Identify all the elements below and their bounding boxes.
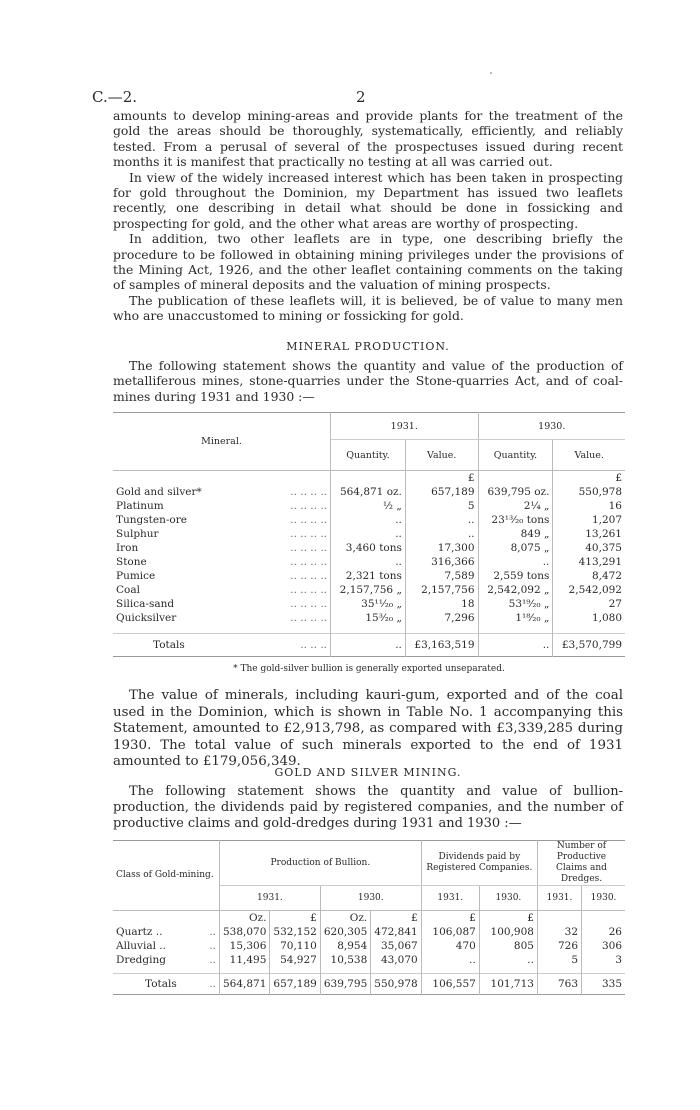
quantity-1931: 35¹¹⁄₂₀ „	[331, 597, 406, 611]
quantity-1930: 8,075 „	[478, 541, 553, 555]
value-1930: 2,542,092	[568, 584, 622, 596]
mining-class	[113, 925, 220, 939]
quantity-1930: 2,542,092 „	[478, 583, 553, 597]
table-row	[113, 513, 625, 527]
col-1931-claims: 1931.	[537, 886, 581, 911]
dot-leader: .. .. .. ..	[290, 570, 327, 582]
col-value-1930: Value.	[574, 449, 604, 461]
quantity-1930: 639,795 oz.	[478, 485, 553, 499]
claims-1930: 3	[615, 954, 622, 966]
gold-mining-table	[113, 840, 625, 995]
dot-leader: .. .. .. ..	[290, 500, 327, 512]
total-oz-1931: 564,871	[220, 974, 270, 995]
total-value-1931: 657,189	[270, 974, 320, 995]
total-dividends-1931: 106,557	[421, 974, 479, 995]
value-1930: 8,472	[591, 570, 622, 582]
mining-class	[113, 939, 220, 953]
dot-leader: .. .. .. ..	[290, 486, 327, 498]
paragraph: The publication of these leaflets will, it is believed, be of value to many men who are unaccustomed to mining or fossicking for gold.	[113, 292, 623, 324]
gold-intro	[113, 784, 623, 832]
row-label: Platinum	[116, 500, 164, 512]
value-1931: 7,296	[405, 611, 478, 625]
total-quantity-1931: ..	[331, 634, 406, 657]
value-1930: 40,375	[585, 542, 622, 554]
row-label: Stone	[116, 556, 147, 568]
oz-1931: 538,070	[220, 925, 270, 939]
mining-class	[113, 953, 220, 967]
mineral-name	[113, 569, 331, 583]
table-row	[113, 527, 625, 541]
total-claims-1931: 763	[537, 974, 581, 995]
dividends-1931: 106,087	[421, 925, 479, 939]
col-year-1931: 1931.	[331, 413, 479, 440]
paragraph: The following statement shows the quantity and value of bullion-production, the dividends paid by registered companies, and the number of productive claims and gold-dredges during 1931 and 1930 :—	[113, 784, 623, 831]
table-row	[113, 541, 625, 555]
claims-1930: 26	[608, 926, 622, 938]
intro-text	[113, 108, 623, 324]
col-bullion: Production of Bullion.	[220, 841, 422, 886]
dot-leader: .. .. .. ..	[290, 584, 327, 596]
quantity-1930: 2¼ „	[478, 499, 553, 513]
claims-1931: 5	[537, 953, 581, 967]
minerals-value-text	[113, 688, 623, 771]
value-1930: 43,070	[371, 953, 421, 967]
unit-pound: £	[479, 911, 537, 926]
oz-1930: 10,538	[320, 953, 370, 967]
col-claims: Number of Productive Claims and Dredges.	[537, 841, 625, 886]
mineral-name	[113, 485, 331, 499]
quantity-1931: ..	[331, 513, 406, 527]
dot-leader: .. .. .. ..	[290, 514, 327, 526]
mineral-name	[113, 597, 331, 611]
col-1931-bullion: 1931.	[220, 886, 321, 911]
unit-oz: Oz.	[320, 911, 370, 926]
row-label: Alluvial ..	[116, 940, 166, 952]
dot-leader: .. .. .. ..	[290, 528, 327, 540]
total-value-1930: 550,978	[371, 974, 421, 995]
quantity-1930: 2,559 tons	[478, 569, 553, 583]
dot-leader: ..	[209, 940, 216, 952]
page-reference: C.—2.	[92, 88, 138, 106]
table-row	[113, 569, 625, 583]
value-1931: 18	[405, 597, 478, 611]
unit-pound: £	[421, 911, 479, 926]
dot-leader: .. .. ..	[300, 639, 327, 651]
col-quantity-1930: Quantity.	[478, 440, 553, 471]
oz-1930: 620,305	[320, 925, 370, 939]
value-1931: 7,589	[405, 569, 478, 583]
value-1931: 532,152	[270, 925, 320, 939]
dividends-1930: ..	[479, 953, 537, 967]
value-1931: 2,157,756	[405, 583, 478, 597]
gold-silver-heading: GOLD AND SILVER MINING.	[274, 766, 462, 779]
unit-pound: £	[371, 911, 421, 926]
col-1930-bullion: 1930.	[320, 886, 421, 911]
totals-label	[113, 974, 220, 995]
value-1930: 1,207	[591, 514, 622, 526]
paragraph: amounts to develop mining-areas and provide plants for the treatment of the gold the areas should be thoroughly, systematically, efficiently, and reliably tested. From a perusal of several of the prospectuses issued during recent months it is manifest that practically no testing at all was carried out.	[113, 108, 623, 170]
total-claims-1930: 335	[582, 974, 625, 995]
value-1930: 27	[608, 598, 622, 610]
mineral-name	[113, 527, 331, 541]
value-1931: ..	[405, 527, 478, 541]
value-1930: 472,841	[371, 925, 421, 939]
dividends-1930: 100,908	[479, 925, 537, 939]
claims-1930: 306	[601, 940, 622, 952]
oz-1931: 15,306	[220, 939, 270, 953]
mineral-name	[113, 583, 331, 597]
quantity-1931: 3,460 tons	[331, 541, 406, 555]
quantity-1930: ..	[478, 555, 553, 569]
quantity-1931: 2,157,756 „	[331, 583, 406, 597]
mineral-production-table	[113, 412, 625, 657]
value-1931: 5	[405, 499, 478, 513]
value-1931: ..	[405, 513, 478, 527]
value-1931: 54,927	[270, 953, 320, 967]
unit-pound: £	[405, 471, 478, 486]
value-1930: 550,978	[578, 486, 622, 498]
table-row	[113, 583, 625, 597]
col-year-1930: 1930.	[478, 413, 625, 440]
quantity-1930: 849 „	[478, 527, 553, 541]
scan-speck	[490, 72, 492, 74]
row-label: Sulphur	[116, 528, 159, 540]
row-label: Gold and silver*	[116, 486, 202, 498]
value-1930: 16	[608, 500, 622, 512]
quantity-1930: 23¹³⁄₂₀ tons	[478, 513, 553, 527]
col-class: Class of Gold-mining.	[113, 841, 220, 911]
value-1930: 1,080	[591, 612, 622, 624]
row-label: Pumice	[116, 570, 156, 582]
page-number: 2	[356, 88, 366, 106]
row-label: Tungsten-ore	[116, 514, 187, 526]
dot-leader: ..	[209, 978, 216, 990]
quantity-1930: 53¹⁹⁄₂₀ „	[478, 597, 553, 611]
oz-1930: 8,954	[320, 939, 370, 953]
footnote: * The gold-silver bullion is generally exported unseparated.	[233, 664, 505, 674]
value-1930: 35,067	[371, 939, 421, 953]
table-row	[113, 499, 625, 513]
quantity-1931: 564,871 oz.	[331, 485, 406, 499]
table-row	[113, 953, 625, 967]
unit-pound: £	[615, 472, 622, 484]
mineral-name	[113, 541, 331, 555]
dividends-1931: 470	[421, 939, 479, 953]
dot-leader: ..	[209, 926, 216, 938]
row-label: Silica-sand	[116, 598, 175, 610]
totals-row	[113, 634, 625, 657]
claims-1931: 32	[537, 925, 581, 939]
row-label: Totals	[153, 639, 185, 651]
table-row	[113, 611, 625, 625]
quantity-1931: ..	[331, 555, 406, 569]
dot-leader: .. .. .. ..	[290, 598, 327, 610]
totals-row	[113, 974, 625, 995]
table-row	[113, 485, 625, 499]
total-quantity-1930: ..	[478, 634, 553, 657]
col-quantity-1931: Quantity.	[331, 440, 406, 471]
total-dividends-1930: 101,713	[479, 974, 537, 995]
total-oz-1930: 639,795	[320, 974, 370, 995]
col-mineral: Mineral.	[113, 413, 331, 471]
row-label: Iron	[116, 542, 139, 554]
value-1930: 13,261	[585, 528, 622, 540]
value-1931: 17,300	[405, 541, 478, 555]
quantity-1931: ½ „	[331, 499, 406, 513]
mineral-name	[113, 611, 331, 625]
total-value-1931: £3,163,519	[405, 634, 478, 657]
table-row	[113, 925, 625, 939]
dot-leader: .. .. .. ..	[290, 542, 327, 554]
value-1931: 316,366	[405, 555, 478, 569]
mineral-production-heading: MINERAL PRODUCTION.	[286, 340, 450, 353]
row-label: Totals	[145, 978, 177, 990]
table-row	[113, 555, 625, 569]
paragraph: In addition, two other leaflets are in type, one describing briefly the procedure to be followed in obtaining mining privileges under the provisions of the Mining Act, 1926, and the other leaflet containing comments on the taking of samples of mineral deposits and the valuation of mining prospects.	[113, 231, 623, 293]
row-label: Quartz ..	[116, 926, 163, 938]
total-value-1930: £3,570,799	[553, 634, 625, 657]
col-1930-dividends: 1930.	[479, 886, 537, 911]
quantity-1931: 15³⁄₂₀ „	[331, 611, 406, 625]
value-1931: 70,110	[270, 939, 320, 953]
mineral-intro	[113, 358, 623, 404]
paragraph: The following statement shows the quantity and value of the production of metalliferous mines, stone-quarries under the Stone-quarries Act, and of coal-mines during 1931 and 1930 :—	[113, 358, 623, 404]
quantity-1931: 2,321 tons	[331, 569, 406, 583]
totals-label	[113, 634, 331, 657]
col-1931-dividends: 1931.	[421, 886, 479, 911]
row-label: Dredging	[116, 954, 166, 966]
col-dividends: Dividends paid by Registered Companies.	[421, 841, 537, 886]
paragraph: The value of minerals, including kauri-gum, exported and of the coal used in the Dominion, which is shown in Table No. 1 accompanying this Statement, amounted to £2,913,798, as compared with £3,339,285 during 1930. The total value of such minerals exported to the end of 1931 amounted to £179,056,349.	[113, 688, 623, 770]
mineral-name	[113, 513, 331, 527]
row-label: Coal	[116, 584, 140, 596]
claims-1931: 726	[537, 939, 581, 953]
dividends-1930: 805	[479, 939, 537, 953]
quantity-1930: 1¹⁸⁄₂₀ „	[478, 611, 553, 625]
dot-leader: .. .. .. ..	[290, 612, 327, 624]
dot-leader: .. .. .. ..	[290, 556, 327, 568]
paragraph: In view of the widely increased interest which has been taken in prospecting for gold throughout the Dominion, my Department has issued two leaflets recently, one describing in detail what should be done in fossicking and prospecting for gold, and the other what areas are worthy of prospecting.	[113, 169, 623, 231]
col-value-1931: Value.	[405, 440, 478, 471]
dot-leader: ..	[209, 954, 216, 966]
mineral-name	[113, 555, 331, 569]
quantity-1931: ..	[331, 527, 406, 541]
oz-1931: 11,495	[220, 953, 270, 967]
value-1931: 657,189	[405, 485, 478, 499]
row-label: Quicksilver	[116, 612, 177, 624]
table-row	[113, 939, 625, 953]
mineral-name	[113, 499, 331, 513]
table-row	[113, 597, 625, 611]
unit-oz: Oz.	[220, 911, 270, 926]
dividends-1931: ..	[421, 953, 479, 967]
col-1930-claims: 1930.	[590, 892, 617, 903]
unit-pound: £	[270, 911, 320, 926]
value-1930: 413,291	[578, 556, 622, 568]
